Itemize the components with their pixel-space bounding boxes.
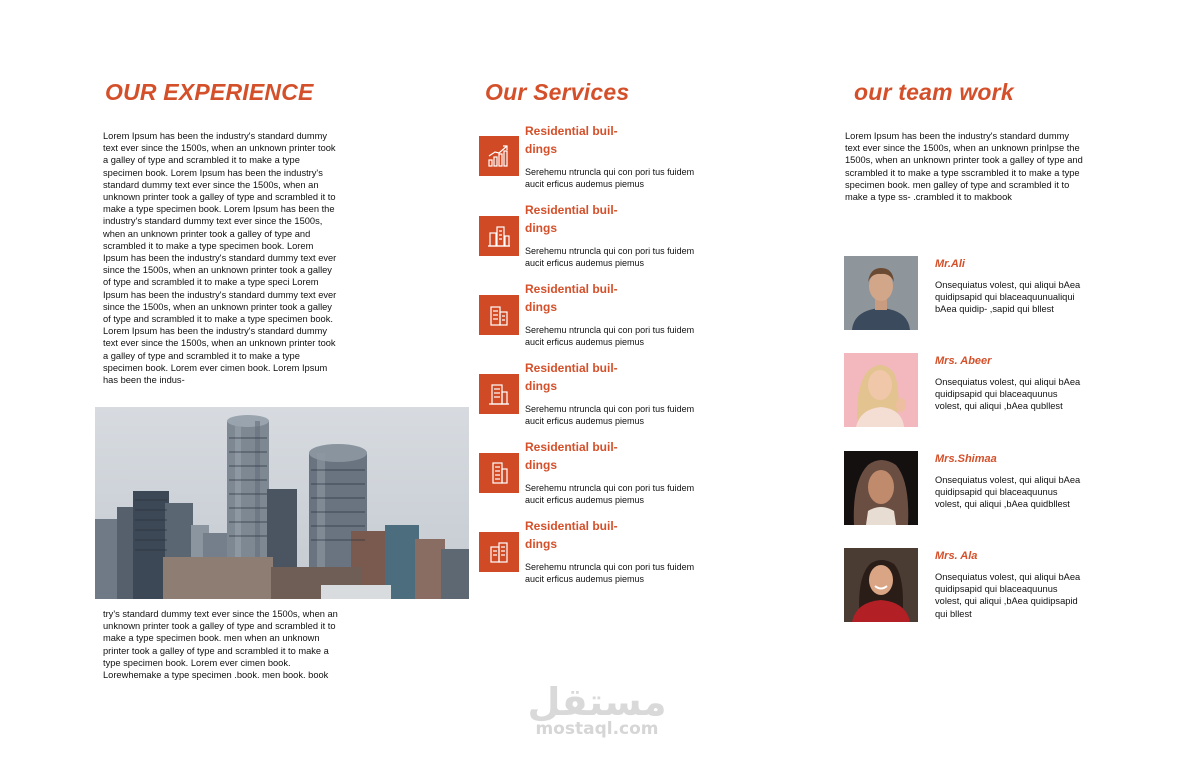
service-description: Serehemu ntruncla qui con pori tus fuidem aucit erficus audemus piemus — [525, 404, 695, 426]
service-description: Serehemu ntruncla qui con pori tus fuidem aucit erficus audemus piemus — [525, 483, 695, 505]
team-member-card — [844, 256, 1094, 332]
service-title: Residential buil-dings — [525, 440, 618, 472]
service-item — [479, 201, 699, 271]
member-description: Onsequiatus volest, qui aliqui bAea quidipsapid qui blaceaquunualiqui bAea quidip- ,sapid qui bllest — [935, 280, 1081, 315]
service-item — [479, 359, 699, 429]
service-title: Residential buil-dings — [525, 203, 618, 235]
team-member-card — [844, 548, 1094, 624]
service-title: Residential buil-dings — [525, 282, 618, 314]
avatar — [844, 548, 918, 622]
service-item — [479, 517, 699, 587]
service-item — [479, 280, 699, 350]
service-description: Serehemu ntruncla qui con pori tus fuidem aucit erficus audemus piemus — [525, 167, 695, 189]
apartment-building-icon — [479, 295, 519, 335]
team-member-card — [844, 353, 1094, 429]
experience-title: OUR EXPERIENCE — [105, 79, 314, 105]
member-name: Mrs.Shimaa — [935, 453, 997, 465]
team-title: our team work — [854, 79, 1014, 105]
member-description: Onsequiatus volest, qui aliqui bAea quidipsapid qui blaceaquunus volest, qui aliqui ,bAea quidipsapid qui bllest — [935, 572, 1081, 619]
service-title: Residential buil-dings — [525, 519, 618, 551]
service-description: Serehemu ntruncla qui con pori tus fuidem aucit erficus audemus piemus — [525, 562, 695, 584]
service-item — [479, 438, 699, 508]
watermark-latin-text: mostaql.com — [535, 719, 659, 739]
office-building-icon — [479, 374, 519, 414]
member-name: Mr.Ali — [935, 258, 965, 270]
member-description: Onsequiatus volest, qui aliqui bAea quidipsapid qui blaceaquunus volest, qui aliqui ,bAea qubllest — [935, 377, 1081, 412]
avatar — [844, 256, 918, 330]
tower-building-icon — [479, 453, 519, 493]
experience-paragraph-bottom: try's standard dummy text ever since the 1500s, when an unknown printer took a galley of type and scrambled it to make a type specimen book. men when an unknown printer took a galley of type and scrambled it to make a type specimen book. Lorem ever cimen book. Lorewhemake a type specimen .book. men book. book — [103, 609, 338, 681]
residential-building-icon — [479, 532, 519, 572]
member-name: Mrs. Ala — [935, 550, 978, 562]
mostaql-watermark — [522, 680, 672, 738]
services-title: Our Services — [485, 79, 630, 105]
service-item — [479, 122, 699, 192]
avatar — [844, 451, 918, 525]
experience-paragraph-top: Lorem Ipsum has been the industry's standard dummy text ever since the 1500s, when an unknown printer took a galley of type and scrambled it to make a type specimen book. Lorem Ipsum has been the industry's standard dummy text ever since the 1500s, when an unknown printer took a galley of type and scrambled it to make a type specimen book. Lorem Ipsum has been the industry's standard dummy text ever since the 1500s, when an unknown printer took a galley of type and scrambled it to make a type specimen book. Lorem Ipsum has been the industry's standard dummy text ever since the 1500s, when an unknown printer took a galley of type and scrambled it to make a type speci Lorem Ipsum has been the industry's standard dummy text ever since the 1500s, when an unknown printer took a galley of type and scrambled it to make a type specimen book. Lorem Ipsum has been the industry's standard dummy text ever since the 1500s, when an unknown printer took a galley of type and scrambled it to make a type specimen book. Lorem ever cimen book. Lorem Ipsum has been the indus- — [103, 131, 337, 386]
city-skyline-image — [95, 407, 469, 599]
team-intro: Lorem Ipsum has been the industry's standard dummy text ever since the 1500s, when an unknown prinIpse the 1500s, when an unknown printer took a galley of type and scrambled it to make a type sscrambled it to make a type specimen book. men galley of type and scrambled it to make a type ss- .crambled it to makbook — [845, 131, 1083, 203]
avatar — [844, 353, 918, 427]
growth-chart-icon — [479, 136, 519, 176]
watermark-arabic-text: مستقل — [527, 680, 667, 724]
member-description: Onsequiatus volest, qui aliqui bAea quidipsapid qui blaceaquunus volest, qui aliqui ,bAea quidbllest — [935, 475, 1081, 510]
member-name: Mrs. Abeer — [935, 355, 992, 367]
team-member-card — [844, 451, 1094, 527]
city-buildings-icon — [479, 216, 519, 256]
service-description: Serehemu ntruncla qui con pori tus fuidem aucit erficus audemus piemus — [525, 246, 695, 268]
service-title: Residential buil-dings — [525, 361, 618, 393]
service-description: Serehemu ntruncla qui con pori tus fuidem aucit erficus audemus piemus — [525, 325, 695, 347]
service-title: Residential buil-dings — [525, 124, 618, 156]
